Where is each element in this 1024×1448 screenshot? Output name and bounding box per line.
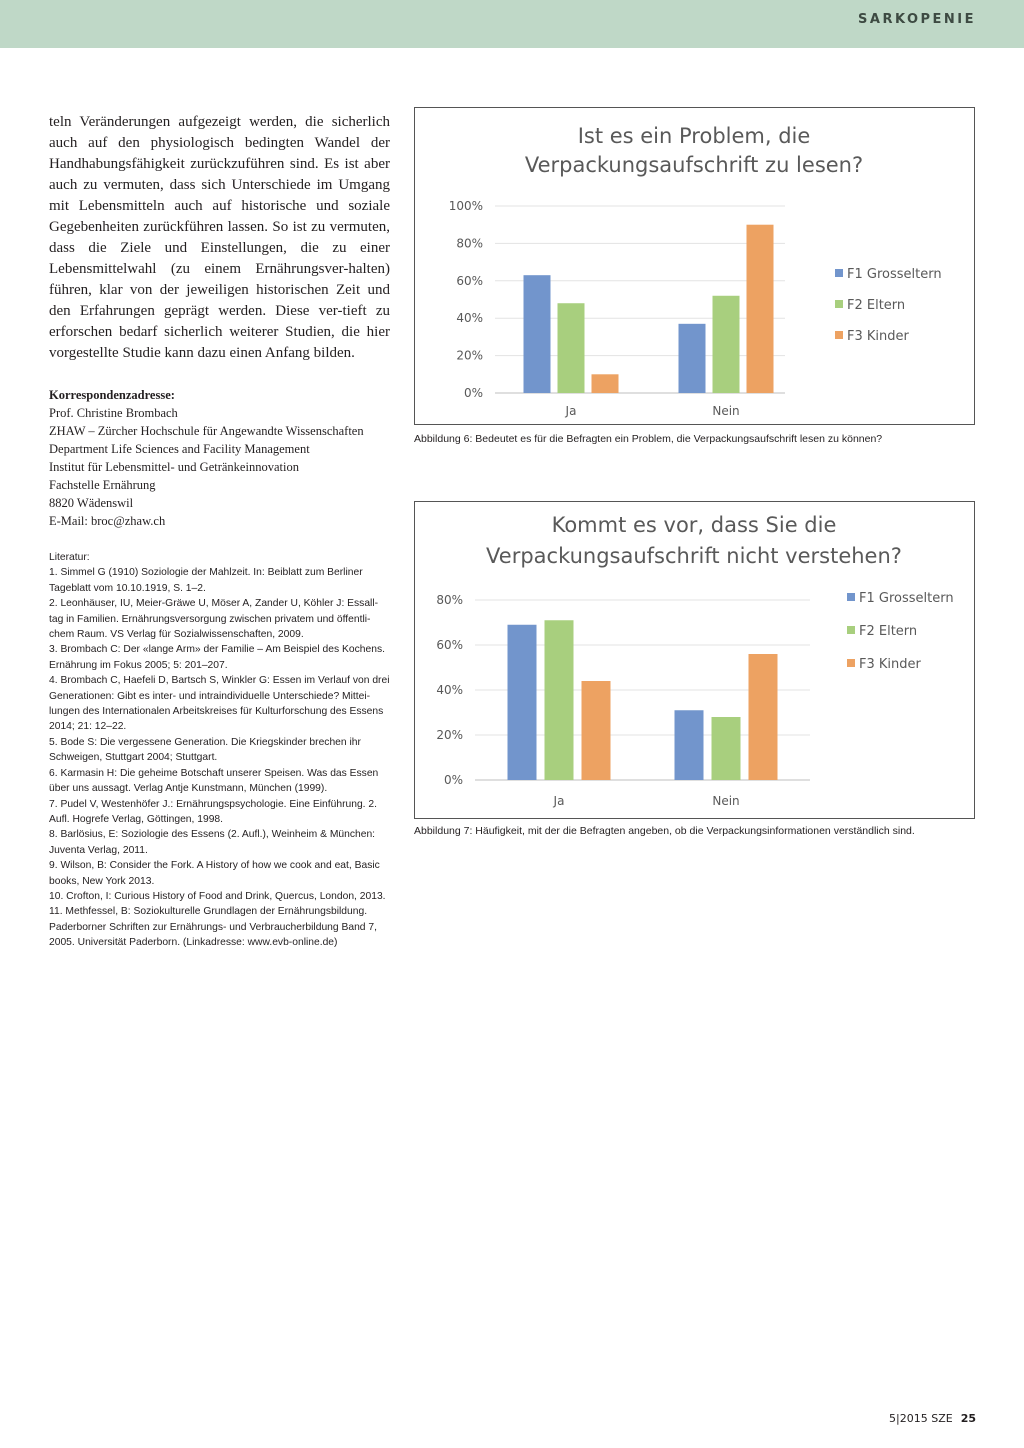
bar-f3-ja (592, 374, 619, 393)
reference-item: 1. Simmel G (1910) Soziologie der Mahlzeit. In: Beiblatt zum Berliner Tageblatt vom 10.10.1919, S. 1–2. (49, 567, 363, 594)
correspondence-line: Institut für Lebensmittel- und Getränkeinnovation (49, 460, 299, 474)
category-label: Nein (712, 404, 740, 418)
reference-item: 10. Crofton, I: Curious History of Food and Drink, Quercus, London, 2013. (49, 890, 386, 902)
legend-label: F1 Grosseltern (859, 591, 954, 606)
correspondence-line: Fachstelle Ernährung (49, 478, 156, 492)
figure-6-chart (414, 107, 975, 425)
bar-f3-ja (582, 681, 611, 780)
legend-label: F2 Eltern (859, 624, 918, 639)
reference-item: 5. Bode S: Die vergessene Generation. Die Kriegskinder brechen ihr Schweigen, Stuttgart 2004; Stuttgart. (49, 736, 361, 764)
y-tick-label: 40% (456, 311, 483, 326)
footer (889, 1412, 976, 1425)
y-tick-label: 100% (448, 199, 483, 213)
legend-swatch (835, 300, 843, 308)
bar-f3-nein (749, 654, 778, 780)
legend-label: F2 Eltern (847, 298, 906, 313)
bar-f2-ja (558, 303, 585, 393)
y-tick-label: 80% (436, 593, 463, 607)
y-tick-label: 60% (436, 638, 463, 652)
legend-swatch (847, 626, 855, 634)
reference-item: 9. Wilson, B: Consider the Fork. A History of how we cook and eat, Basic books, New York 2013. (49, 860, 380, 887)
legend-swatch (847, 593, 855, 601)
reference-item: 6. Karmasin H: Die geheime Botschaft unserer Speisen. Was das Essen über uns aussagt. Verlag Antje Kunstmann, München (1999). (49, 767, 379, 795)
issue-label: 5|2015 SZE (889, 1412, 953, 1425)
reference-item: 3. Brombach C: Der «lange Arm» der Familie – Am Beispiel des Kochens. Ernährung im Fokus 2005; 5: 201–207. (49, 644, 385, 671)
bar-f3-nein (747, 225, 774, 393)
reference-item: 11. Methfessel, B: Soziokulturelle Grundlagen der Ernährungsbildung. Paderborner Schriften zur Ernährungs- und Verbraucherbildung Band 7, 2005. Universität Paderborn. (Linkadresse: www.evb-online.de) (49, 906, 377, 949)
reference-item: 4. Brombach C, Haefeli D, Bartsch S, Winkler G: Essen im Verlauf von drei Generationen: Gibt es inter- und intraindividuelle Unterschiede? Mittei-lungen des Internationalen Arbeitskreises für Kulturforschung des Essens 2014; 21: 12–22. (49, 675, 390, 733)
email-link[interactable]: E-Mail: broc@zhaw.ch (49, 514, 166, 528)
legend-swatch (835, 331, 843, 339)
chart-7-svg (415, 502, 974, 818)
y-tick-label: 20% (436, 728, 463, 742)
correspondence-line: 8820 Wädenswil (49, 496, 134, 510)
correspondence-heading: Korrespondenzadresse: (49, 388, 175, 402)
y-tick-label: 80% (456, 236, 483, 251)
category-label: Ja (565, 404, 577, 418)
category-label: Ja (553, 794, 565, 808)
figure-7-caption: Abbildung 7: Häufigkeit, mit der die Befragten angeben, ob die Verpackungsinformationen verständlich sind. (414, 825, 915, 837)
y-tick-label: 60% (456, 273, 483, 288)
correspondence-block (49, 386, 390, 530)
section-title: SARKOPENIE (858, 12, 976, 27)
bar-f2-nein (712, 717, 741, 780)
category-label: Nein (712, 794, 740, 808)
reference-item: 7. Pudel V, Westenhöfer J.: Ernährungspsychologie. Eine Einführung. 2. Aufl. Hogrefe Verlag, Göttingen, 1998. (49, 798, 377, 825)
legend-swatch (835, 269, 843, 277)
bar-f1-nein (679, 324, 706, 393)
left-column (49, 112, 390, 951)
literature-heading: Literatur: (49, 552, 90, 563)
bar-f1-nein (675, 710, 704, 780)
y-tick-label: 0% (463, 386, 483, 400)
legend-label: F1 Grosseltern (847, 267, 942, 282)
reference-item: 2. Leonhäuser, IU, Meier-Gräwe U, Möser A, Zander U, Köhler J: Essall-tag in Familien. Ernährungsversorgung zwischen privatem und öffentli-chem Raum. VS Verlag für Sozialwissenschaften, 2009. (49, 598, 379, 641)
y-tick-label: 20% (456, 348, 483, 363)
body-paragraph: teln Veränderungen aufgezeigt werden, die sicherlich auch auf den physiologisch bedingten Wandel der Handhabungsfähigkeit zurückzuführen sind. Es ist aber auch zu vermuten, dass sich Unterschiede im Umgang mit Lebensmitteln auch auf historische und soziale Gegebenheiten zurückführen lassen. So ist zu vermuten, dass die Ziele und Einstellungen, die zu einer Lebensmittelwahl (zu einem Ernährungsver-halten) führen, klar von der jeweiligen historischen Zeit und den Erfahrungen geprägt werden. Diese ver-tieft zu erforschen bedarf sicherlich weiterer Studien, die hier vorgestellte Studie kann dazu einen Anfang bilden. (49, 114, 390, 361)
page-number: 25 (960, 1412, 976, 1425)
chart-title: Verpackungsaufschrift zu lesen? (524, 153, 864, 177)
figure-6-caption: Abbildung 6: Bedeutet es für die Befragten ein Problem, die Verpackungsaufschrift lesen zu können? (414, 433, 883, 445)
figure-7-chart (414, 501, 975, 819)
y-tick-label: 0% (443, 773, 463, 787)
bar-f2-nein (713, 296, 740, 393)
chart-title: Verpackungsaufschrift nicht verstehen? (486, 544, 902, 568)
chart-title: Kommt es vor, dass Sie die (551, 513, 837, 537)
correspondence-line: Department Life Sciences and Facility Management (49, 442, 310, 456)
correspondence-line: Prof. Christine Brombach (49, 406, 178, 420)
chart-6-svg (415, 108, 974, 424)
chart-title: Ist es ein Problem, die (577, 124, 811, 148)
legend-label: F3 Kinder (859, 657, 921, 672)
bar-f2-ja (545, 620, 574, 780)
literature-block (49, 550, 390, 951)
legend-label: F3 Kinder (847, 329, 909, 344)
legend-swatch (847, 659, 855, 667)
bar-f1-ja (524, 275, 551, 393)
bar-f1-ja (508, 625, 537, 780)
reference-item: 8. Barlösius, E: Soziologie des Essens (2. Aufl.), Weinheim & München: Juventa Verlag, 2011. (49, 829, 376, 856)
y-tick-label: 40% (436, 683, 463, 697)
correspondence-line: ZHAW – Zürcher Hochschule für Angewandte Wissenschaften (49, 424, 364, 438)
